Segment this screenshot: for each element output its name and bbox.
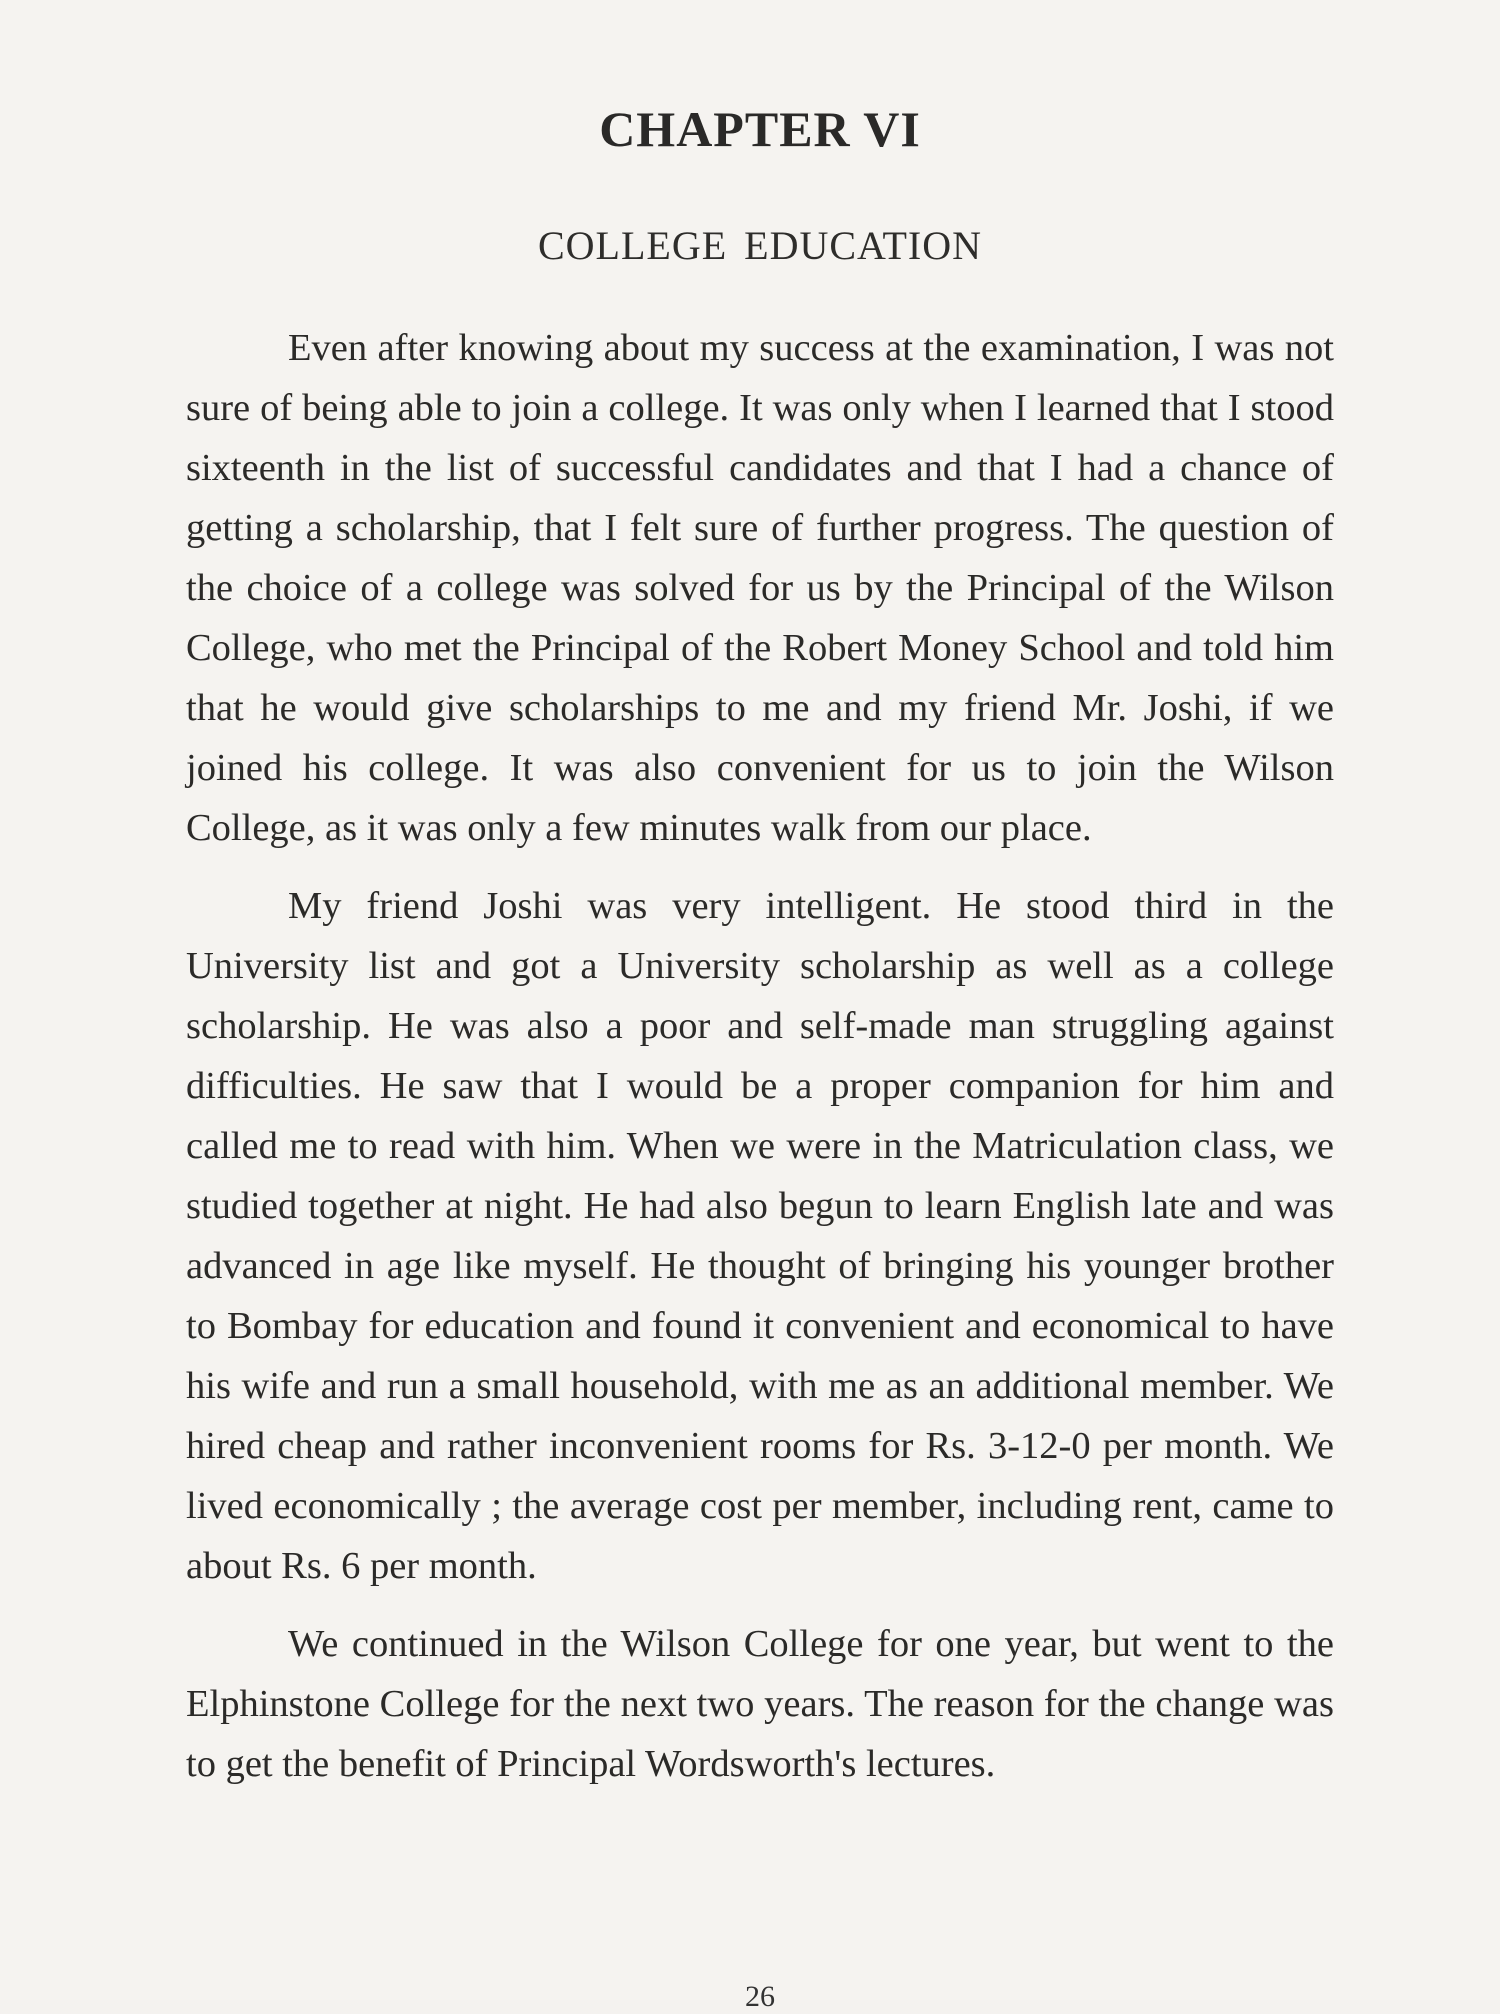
chapter-title: CHAPTER VI xyxy=(599,101,921,157)
paragraph-3: We continued in the Wilson College for one year, but went to the Elphinstone College for the next two years. The reason for the change was to get the benefit of Principal Wordsworth's lectures. xyxy=(186,1623,1334,1785)
paragraph-2: My friend Joshi was very intelligent. He stood third in the University list and got a University scholarship as well as a college scholarship. He was also a poor and self-made man struggling against difficulties. He saw that I would be a proper companion for him and called me to read with him. When we were in the Matriculation class, we studied together at night. He had also begun to learn English late and was advanced in age like myself. He thought of bringing his younger brother to Bombay for education and found it convenient and economical to have his wife and run a small household, with me as an additional member. We hired cheap and rather inconvenient rooms for Rs. 3-12-0 per month. We lived economically ; the average cost per member, including rent, came to about Rs. 6 per month. xyxy=(186,885,1334,1587)
section-title: COLLEGE EDUCATION xyxy=(537,223,983,268)
body-text xyxy=(186,318,1334,1812)
paragraph-1: Even after knowing about my success at the examination, I was not sure of being able to join a college. It was only when I learned that I stood sixteenth in the list of successful candidates and that I had a chance of getting a scholarship, that I felt sure of further progress. The question of the choice of a college was solved for us by the Principal of the Wilson College, who met the Principal of the Robert Money School and told him that he would give scholarships to me and my friend Mr. Joshi, if we joined his college. It was also convenient for us to join the Wilson College, as it was only a few minutes walk from our place. xyxy=(186,327,1334,849)
page-number: 26 xyxy=(745,1980,775,2013)
